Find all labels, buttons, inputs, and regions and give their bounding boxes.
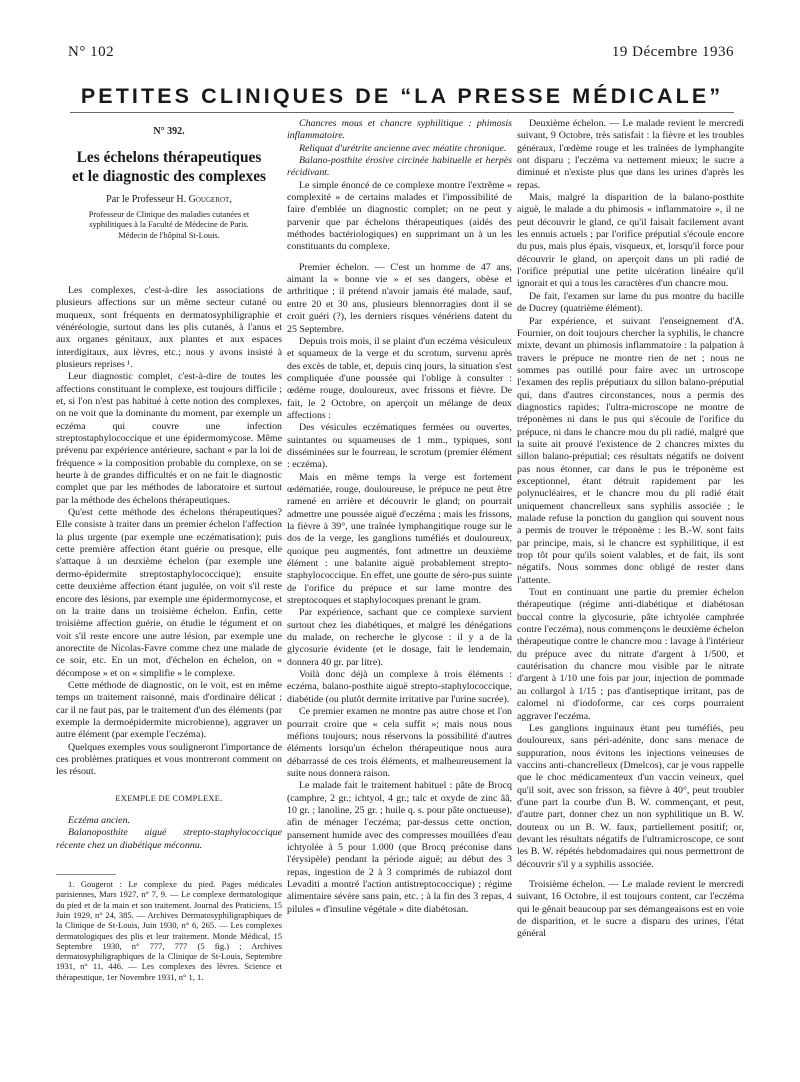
body-paragraph: Deuxième échelon. — Le malade revient le mercredi suivant, 9 Octobre, très satisfait : la fièvre et les troubles généraux, l'œdème rouge et les traînées de lymphangite ont disparu ; l'eczéma va nettement mieux; le sucre a diminué et n'existe plus que dans les urines d'après les repas. [517,118,744,191]
body-paragraph: Qu'est cette méthode des échelons thérapeutiques? Elle consiste à traiter dans un premier échelon l'affection la plus urgente (par exemple une eczématisation); puis cette première affection étant guérie ou presque, elle s'attaque à un deuxième échelon (par exemple une dermo-épidermite streptostaphylococcique); ensuite cette deuxième affection étant jugulée, on voit s'il reste encore des lésions, par exemple une épidermomycose, et on la traite dans un troisième échelon. Enfin, cette troisième affection guérie, on étudie le tégument et on voit s'il reste encore une autre lésion, par exemple une anorectite de Nicolas-Favre comme chez une malade de ce soir, etc. En un mot, d'échelon en échelon, on « décompose » et on « simplifie » le complexe. [56,507,282,679]
header-rule [70,112,734,113]
footnote: 1. Gougerot : Le complexe du pied. Pages médicales parisiennes, Mars 1927, n° 7, 9. — Le complexe dermatologique du pied et de la main et son traitement. Journal des Praticiens, 15 Juin 1929, n° 24, 385. — Archives Dermatosyphiligraphiques de la Clinique de St-Louis, Juin 1930, n° 6, 265. — Les complexes dermatologiques des plis et leur traitement. Monde Médical, 15 Septembre 1930, n° 777, 777 (5 fig.) ; Archives dermatosyphiligraphiques de la Clinique de St-Louis, Septembre 1931, n° 11, 446. — Les complexes des lèvres. Science et thérapeutique, 1er Novembre 1931, n° 1, 1. [56,879,282,982]
byline [56,194,282,206]
body-paragraph: Des vésicules eczématiques fermées ou ouvertes, suintantes ou squameuses de 1 mm., typiques, sont disséminées sur le fourreau, le scrotum (premier élément : eczéma). [287,422,512,471]
article-number: N° 392. [153,126,185,137]
complex-list-item: Balano-posthite érosive circinée habituelle et herpès récidivant. [287,155,512,179]
body-paragraph: Tout en continuant une partie du premier échelon thérapeutique (régime anti-diabétique et diabétosan buccal contre la glycosurie, pâte ichtyolée camphrée contre l'eczéma), nous commençons le deuxième échelon thérapeutique contre le chancre mou : lavage à l'intérieur du prépuce avec du nitrate d'argent à 1/500, et cautérisation du chancre mou visible par le nitrate d'argent à 1/10 une fois par jour, injection de pommade au collargol à 1/15 ; pas d'antiseptique irritant, pas de calomel ni d'iodoforme, car ces corps pourraient aggraver l'eczéma. [517,587,744,722]
author-name: Gougerot [188,194,230,206]
body-paragraph: Cette méthode de diagnostic, on le voit, est en même temps un traitement raisonné, mais d'ordinaire délicat ; car il ne faut pas, par le traitement d'un des éléments (par exemple la dermoépidermite microbienne), aggraver un autre élément (par exemple l'eczéma). [56,679,282,741]
affiliation-line-1: Professeur de Clinique des maladies cutanées et [88,209,250,219]
body-paragraph: Par expérience, et suivant l'enseignement d'A. Fournier, on doit toujours chercher la syphilis, le chancre mixte, devant un phimosis inflammatoire : la palpation à travers le prépuce ne montre rien de net ; nous ne sommes pas outillé pour faire avec un urtroscope l'examen des replis préputiaux du sillon balano-préputial qui, dans d'autres circonstances, nous a permis des diagnostics rapides; l'ultra-microscope ne montre de tréponèmes ni dans le pus qui s'écoule de l'orifice du prépuce, ni dans le chancre mou du pli radié, malgré que la suite ait prouvé l'existence de 2 chancres mixtes du sillon balano-préputial; ces résultats négatifs ne doivent pas nous étonner, car dans le pus le tréponème est exceptionnel, étant détruit rapidement par les polynucléaires, et le chancre mou du pli radié était uniquement chancrelleux sans syphilis associée ; le malade refuse la ponction du ganglion qui souvent nous a permis de trouver le tréponème : les B.-W. sont faits par principe, mais, si le chancre est syphilitique, il est trop tôt pour qu'ils soient valables, et de fait, ils sont négatifs. Nous sommes donc obligé de rester dans l'attente. [517,315,744,586]
spacer [287,254,512,262]
section-banner: PETITES CLINIQUES DE “LA PRESSE MÉDICALE” [80,84,724,108]
body-paragraph: Le malade fait le traitement habituel : pâte de Brocq (camphre, 2 gr.; ichtyol, 4 gr.; talc et oxyde de zinc ââ, 10 gr. ; lanoline, 25 gr. ; huile q. s. pour pâte onctueuse), afin de ménager l'eczéma; par-dessus cette onction, pansement humide avec des compresses mouillées d'eau ichtyolée à 5 pour 1.000 (que Brocq préconise dans l'érysipèle) pendant la période aiguë; au début des 3 repas, ingestion de 2 à 3 comprimés de rubiazol dont Levaditi a montré l'action antistreptococcique) ; régime alimentaire sévère sans pain, etc. ; à la fin des 3 repas, 4 pilules « d'insuline végétale » dite diabétosan. [287,780,512,915]
complex-list-item: Reliquat d'urétrite ancienne avec méatite chronique. [299,142,507,154]
body-paragraph: Par expérience, sachant que ce complexe survient surtout chez les diabétiques, et malgré les dénégations du malade, on recherche le glycose : il y a de la glycosurie évidente (et le dosage, fait le lendemain, donnera 40 gr. par litre). [287,607,512,668]
body-paragraph: Ce premier examen ne montre pas autre chose et l'on pourrait croire que « cela suffit »; mais nous nous méfions toujours; nous réservons la possibilité d'autres éléments lorsqu'un échelon thérapeutique nous aura débarrassé de ces trois éléments, et malheureusement la suite nous donnera raison. [287,706,512,779]
body-paragraph: Le simple énoncé de ce complexe montre l'extrême « complexité » de certains malades et l'impossibilité de faire d'emblée un diagnostic complet; on ne peut y parvenir que par échelons thérapeutiques (aidés des méthodes bactériologiques) en supprimant un à un les constituants du complexe. [287,179,512,253]
title-line-2: et le diagnostic des complexes [71,168,267,186]
example-line: Eczéma ancien. [68,815,130,826]
affiliation-line-2: syphilitiques à la Faculté de Médecine de Paris. [89,220,249,230]
body-paragraph: Mais en même temps la verge est fortement œdématiée, rouge, douloureuse, le prépuce ne peut être ramené en arrière et découvrir le gland; on pourrait admettre une poussée aiguë d'eczéma ; mais les frissons, la fièvre à 39°, une traînée lymphangitique rouge sur le dos de la verge, les ganglions tuméfiés et douloureux, quoique peu augmentés, font admettre un deuxième élément : une balanite aiguë probablement strepto-staphylococcique. En effet, une goutte de séro-pus suinte de l'orifice du prépuce et sur lame montre des streptocoques et staphylocoques prenant le gram. [287,471,512,607]
article-title [56,148,282,186]
body-paragraph: Leur diagnostic complet, c'est-à-dire de toutes les affections constituant le complexe, est toujours difficile ; et, si l'on n'est pas habitué à cette notion des complexes, on ne voit que la dominante du moment, par exemple un eczéma qui couvre une infection streptostaphylococcique et une épidermomycose. Même prévenu par expérience antérieure, sachant « par la loi de fréquence » la composition probable du complexe, on se heurte à de grandes difficultés et on ne fait le diagnostic complet que par les méthodes de laboratoire et surtout par la méthode des échelons thérapeutiques. [56,371,282,506]
spacer [56,241,282,285]
body-paragraph: Voilà donc déjà un complexe à trois éléments : eczéma, balano-posthite aiguë strepto-staphylococcique, diabétide (ou plutôt dermite irritative par l'urine sucrée). [287,669,512,705]
byline-comma: , [229,194,232,206]
footnote-rule [56,874,116,875]
column-3 [517,118,744,1076]
body-paragraph: Premier échelon. — C'est un homme de 47 ans, aimant la « bonne vie » et ses dangers, obèse et arthritique ; il prétend n'avoir jamais été malade, sauf, entre 20 et 30 ans, plusieurs blennorragies dont il se croit guéri (?), les derniers risques vénériens datent du 25 Septembre. [287,261,512,335]
affiliation [56,210,282,241]
complex-list-item: Chancres mous et chancre syphilitique : phimosis inflammatoire. [287,118,512,142]
byline-prefix: Par le Professeur H. [106,194,187,206]
issue-number: N° 102 [68,44,115,60]
affiliation-line-3: Médecin de l'hôpital St-Louis. [118,230,220,240]
example-heading: EXEMPLE DE COMPLEXE. [115,793,223,803]
body-paragraph: Les ganglions inguinaux étant peu tuméfiés, peu douloureux, sans péri-adénite, donc sans menace de suppuration, nous évitons les injections veineuses de vaccins anti-chancrelleux (Dmelcos), car je vous rappelle que le choc médicamenteux d'un vaccin veineux, quel qu'il soit, avec son frisson, sa fièvre à 40°, peut troubler d'une part la courbe d'un B. W. commençant, et peut, d'autre part, donner chez un non syphilitique un B. W. douteux ou un B. W. faux, partiellement positif; or, devant les résultats négatifs de l'ultramicroscope, ce sont les B. W. répétés hebdomadaires qui nous permettront de découvrir s'il y a syphilis associée. [517,722,744,870]
example-line: Balanoposthite aiguë strepto-staphylococcique récente chez un diabétique méconnu. [56,827,282,851]
title-line-1: Les échelons thérapeutiques [76,149,262,167]
issue-date: 19 Décembre 1936 [611,44,734,60]
spacer [517,871,744,879]
column-2 [287,118,512,1076]
body-paragraph: Mais, malgré la disparition de la balano-posthite aiguë, le malade a du phimosis « inflammatoire », il ne peut découvrir le gland, ce qu'il faisait facilement avant les ennuis actuels ; par l'orifice préputial s'écoule encore du pus, mais plus épais, visqueux, et, lorsqu'il force pour découvrir le gland, on aperçoit dans un pli radié de l'orifice préputial une petite ulcération linéaire qu'il ignorait et qui a tous les caractères d'un chancre mou. [517,192,744,290]
body-paragraph: Quelques exemples vous souligneront l'importance de ces problèmes pratiques et vous montreront comment on les résout. [56,741,282,778]
column-1 [56,118,282,1076]
body-paragraph: Les complexes, c'est-à-dire les associations de plusieurs affections sur un même secteur cutané ou muqueux, sont fréquents en dermatosyphiligraphie et vénéréologie, surtout dans les plis cutanés, à l'anus et aux organes génitaux, aux plantes et aux espaces interdigitaux, aux lèvres, etc.; nous y avons insisté à plusieurs reprises ¹. [56,284,282,370]
body-paragraph: De fait, l'examen sur lame du pus montre du bacille de Ducrey (quatrième élément). [517,290,744,315]
body-paragraph: Depuis trois mois, il se plaint d'un eczéma vésiculeux et squameux de la verge et du scrotum, survenu après des excès de table, et, depuis cinq jours, la situation s'est compliquée d'une poussée qui l'oblige à consulter : œdème rouge, douloureux, avec frissons et fièvre. De fait, le 2 Octobre, on aperçoit un mélange de deux affections : [287,335,512,421]
body-paragraph: Troisième échelon. — Le malade revient le mercredi suivant, 16 Octobre, il est toujours content, car l'eczéma qui le gênait beaucoup par ses démangeaisons est en voie de disparition, et le sucre a disparu des urines, l'état général [517,878,744,940]
